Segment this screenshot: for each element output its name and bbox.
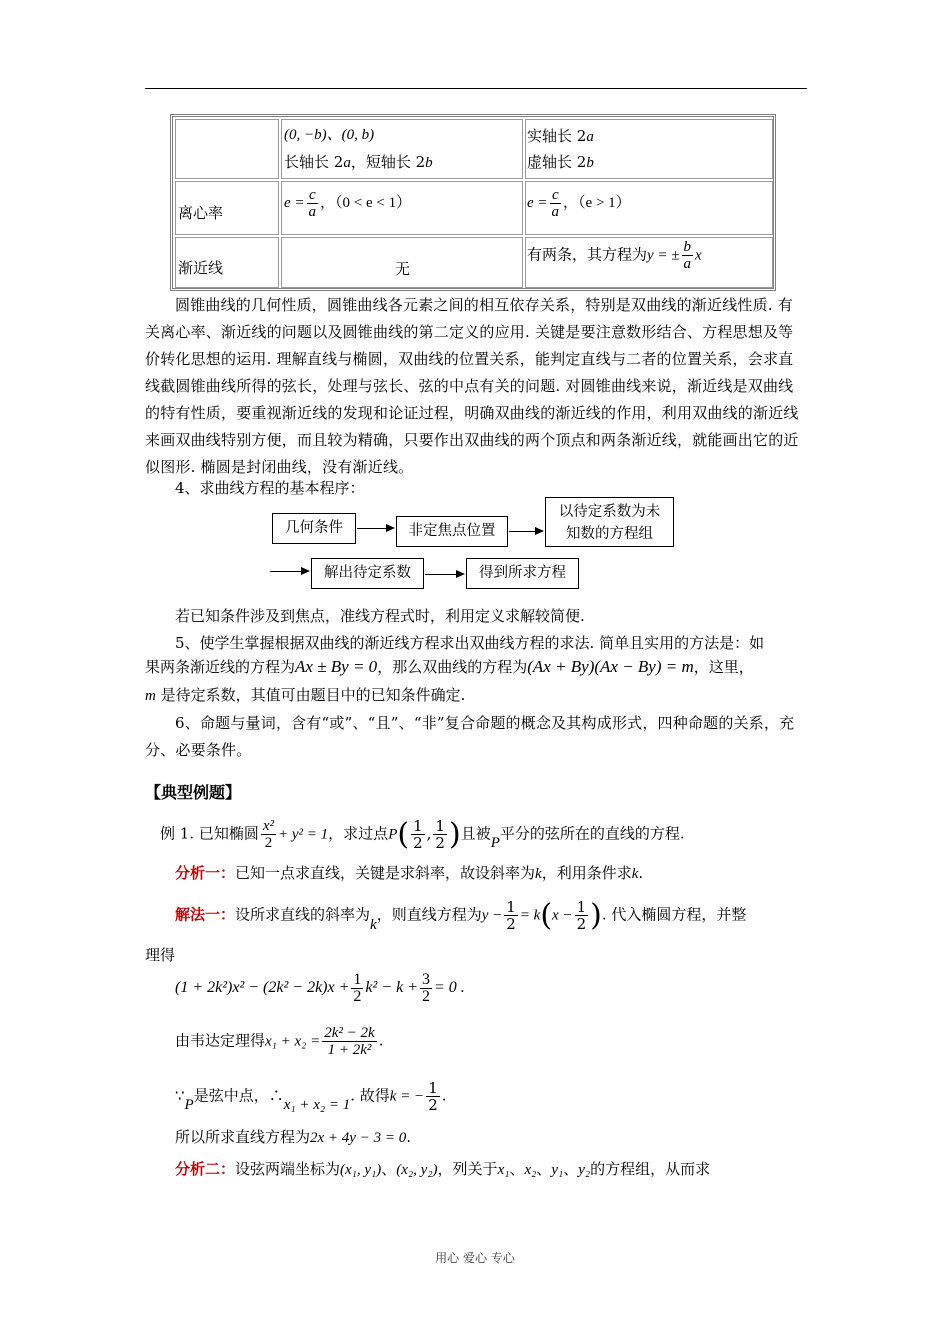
solution-1-cont: 理得 [145,946,176,964]
flow-box-result: 得到所求方程 [466,558,579,589]
flow-arrow-1 [357,528,393,529]
flow-arrow-2 [509,531,542,532]
hyperbola-asymptote: 有两条，其方程为y = ± $\frac{b}{a}$ x [527,239,702,272]
flow-arrow-3 [270,571,308,572]
flow-box-geometry: 几何条件 [272,513,356,544]
example-1: 例 1. 已知椭圆 $\frac{\text{x²}}{2}$ + y² = 1，求过点P( $\frac{1}{2}$ , $\frac{1}{2}$ )且被P平分的弦所在的直线的方程. [160,817,685,852]
ellipse-axes: 长轴长 2a，短轴长 2b [284,153,433,171]
flow-box-equations: 以待定系数为未 知数的方程组 [545,497,674,547]
vieta-line: 由韦达定理得x₁ + x₂ = $\frac{\text{2k² − 2k}}{\text{1 + 2k²}}$ . [175,1025,384,1058]
hyperbola-real-axis: 实轴长 2a [527,127,594,145]
label-asymptote: 渐近线 [178,259,224,277]
page-footer: 用心 爱心 专心 [435,1251,515,1265]
paragraph-properties: 圆锥曲线的几何性质，圆锥曲线各元素之间的相互依存关系，特别是双曲线的渐近线性质. 有关离心率、渐近线的问题以及圆锥曲线的第二定义的应用. 关键是要注意数形结合、方程思想及等价转化思想的运用. 理解直线与椭圆，双曲线的位置关系，能判定直线与二者的位置关系，会求直线截圆锥曲线所得的弦长，处理与弦长、弦的中点有关的问题. 对圆锥曲线来说，渐近线是双曲线的特有性质，要重视渐近线的发现和论证过程，明确双曲线的渐近线的作用，利用双曲线的渐近线来画双曲线特别方便，而且较为精确，只要作出双曲线的两个顶点和两条渐近线，就能画出它的近似图形. 椭圆是封闭曲线，没有渐近线。 [145,296,799,476]
hyperbola-imag-axis: 虚轴长 2b [527,153,594,171]
ellipse-asymptote: 无 [395,260,411,278]
item-4: 4、求曲线方程的基本程序： [175,479,365,497]
note-definition: 若已知条件涉及到焦点，准线方程式时，利用定义求解较简便. [175,607,585,625]
header-rule [145,88,807,89]
item-5-line2: 果两条渐近线的方程为Ax ± By = 0，那么双曲线的方程为(Ax + By)(Ax − By) = m，这里， [145,657,754,676]
analysis-2: 分析二：设弦两端坐标为(x₁, y₁)、(x₂, y₂)，列关于x₁、x₂、y₁、y₂的方程组，从而求 [175,1160,711,1178]
analysis-1: 分析一：已知一点求直线，关键是求斜率，故设斜率为k，利用条件求k. [175,864,644,882]
midpoint-line: ∵P是弦中点，∴x₁ + x₂ = 1. 故得k = − $\frac{1}{2}$ . [175,1079,447,1114]
result-line: 所以所求直线方程为2x + 4y − 3 = 0. [175,1128,411,1146]
expanded-equation: (1 + 2k²)x² − (2k² − 2k)x + $\frac{1}{2}$ k² − k + $\frac{3}{2}$ = 0 . [175,971,465,1005]
item-5-line1: 5、使学生掌握根据双曲线的渐近线方程求出双曲线方程的求法. 简单且实用的方法是：如 [175,634,765,652]
item-5-line3: m 是待定系数，其值可由题目中的已知条件确定. [145,686,466,704]
section-title: 【典型例题】 [145,783,242,802]
ellipse-eccentricity: e = $\frac{c}{a}$ ，（0 < e < 1） [284,187,412,220]
item-6: 6、命题与量词，含有“或”、“且”、“非”复合命题的概念及其构成形式，四种命题的关系，充分、必要条件。 [145,714,795,759]
flow-box-focus: 非定焦点位置 [396,516,508,547]
flow-arrow-4 [425,574,463,575]
flow-box-solve: 解出待定系数 [311,558,424,589]
label-eccentricity: 离心率 [178,204,224,222]
hyperbola-eccentricity: e = $\frac{c}{a}$ ，（e > 1） [527,187,631,220]
table-cell-r1c1 [175,119,279,179]
ellipse-vertices: (0, −b)、(0, b) [284,127,375,143]
comparison-table [170,114,776,291]
solution-1: 解法一：设所求直线的斜率为k，则直线方程为y − $\frac{1}{2}$ = k(x − $\frac{1}{2}$ ). 代入椭圆方程，并整 [175,898,747,933]
